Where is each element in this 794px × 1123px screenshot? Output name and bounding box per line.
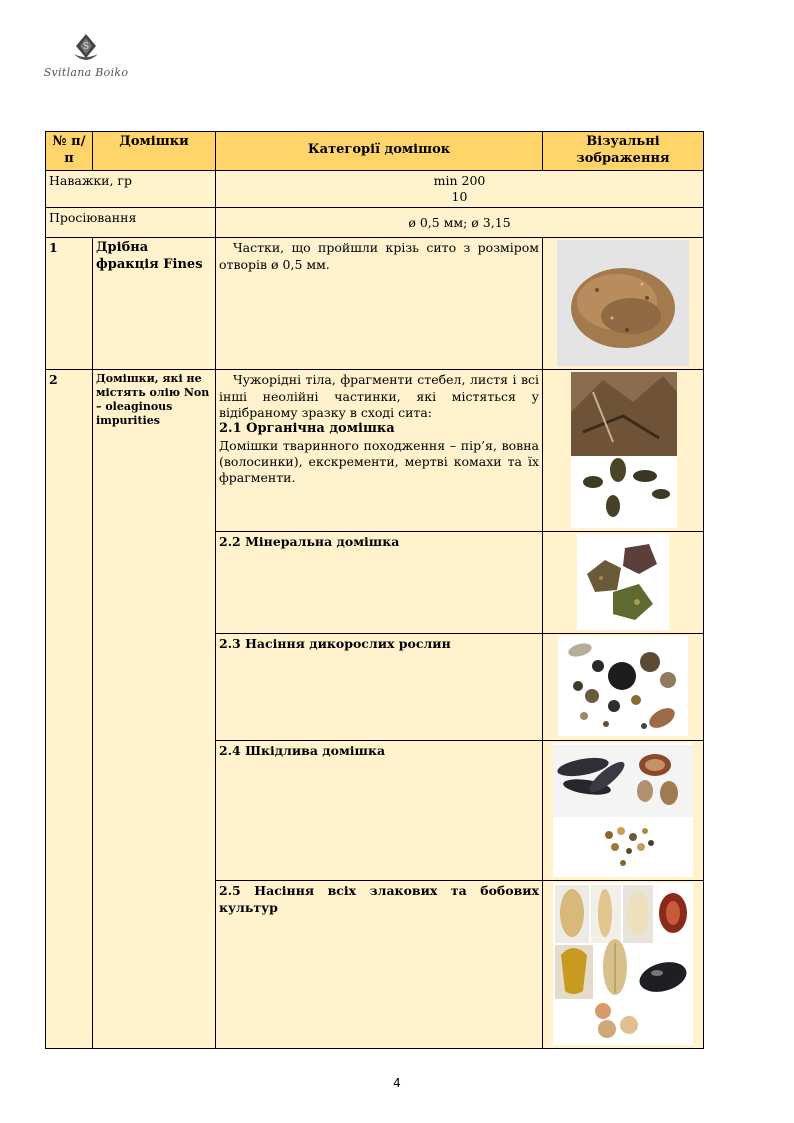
logo (36, 30, 136, 90)
wild-seeds-title: 2.3 Насіння дикорослих рослин (216, 634, 543, 741)
wild-seeds-image-cell (543, 634, 704, 741)
organic-image (563, 372, 683, 528)
weights-value-line1: min 200 (433, 172, 486, 188)
sifting-value: ø 0,5 мм; ø 3,15 (216, 208, 704, 238)
weights-value-line2: 10 (451, 189, 468, 205)
logo-text: Svitlana Boiko (43, 66, 129, 79)
lotus-icon (70, 32, 102, 66)
non-oleaginous-intro: Чужорідні тіла, фрагменти стебел, листя і всі інші неолійні частинки, які містяться у відібраному зразку в сході сита: (219, 372, 539, 420)
header-row (46, 132, 704, 171)
weights-label: Наважки, гр (46, 170, 216, 208)
harmful-image (553, 743, 693, 877)
harmful-title: 2.4 Шкідлива домішка (216, 741, 543, 881)
cereal-image-cell (543, 881, 704, 1049)
organic-row (46, 370, 704, 532)
sifting-row (46, 208, 704, 238)
harmful-image-cell (543, 741, 704, 881)
fines-image (557, 240, 689, 366)
cereal-image (553, 883, 693, 1045)
fines-image-cell (543, 238, 704, 370)
mineral-title: 2.2 Мінеральна домішка (216, 532, 543, 634)
organic-image-cell (543, 370, 704, 532)
fines-description: Частки, що пройшли крізь сито з розміром отворів ø 0,5 мм. (216, 238, 543, 370)
header-impurities: Домішки (93, 132, 216, 171)
mineral-image (577, 534, 669, 630)
fines-row (46, 238, 704, 370)
weights-row (46, 170, 704, 208)
header-no: № п/п (46, 132, 93, 171)
organic-description (216, 370, 543, 532)
header-visuals: Візуальні зображення (543, 132, 704, 171)
cereal-title: 2.5 Насіння всіх злакових та бобових культур (216, 881, 543, 1049)
header-categories: Категорії домішок (216, 132, 543, 171)
impurities-table (45, 131, 704, 1049)
mineral-image-cell (543, 532, 704, 634)
wild-seeds-image (558, 636, 688, 736)
weights-value (216, 170, 704, 208)
fines-name: Дрібна фракція Fines (93, 238, 216, 370)
organic-text: Домішки тваринного походження – пір’я, вовна (волосинки), екскременти, мертві комахи та їх фрагменти. (219, 437, 539, 486)
organic-title: 2.1 Органічна домішка (219, 421, 395, 437)
fines-no: 1 (46, 238, 93, 370)
page-number: 4 (393, 1076, 401, 1090)
non-oleaginous-no: 2 (46, 370, 93, 1049)
non-oleaginous-name: Домішки, які не містять олію Non – oleaginous impurities (93, 370, 216, 1049)
svg-text:S: S (82, 42, 90, 52)
sifting-label: Просіювання (46, 208, 216, 238)
